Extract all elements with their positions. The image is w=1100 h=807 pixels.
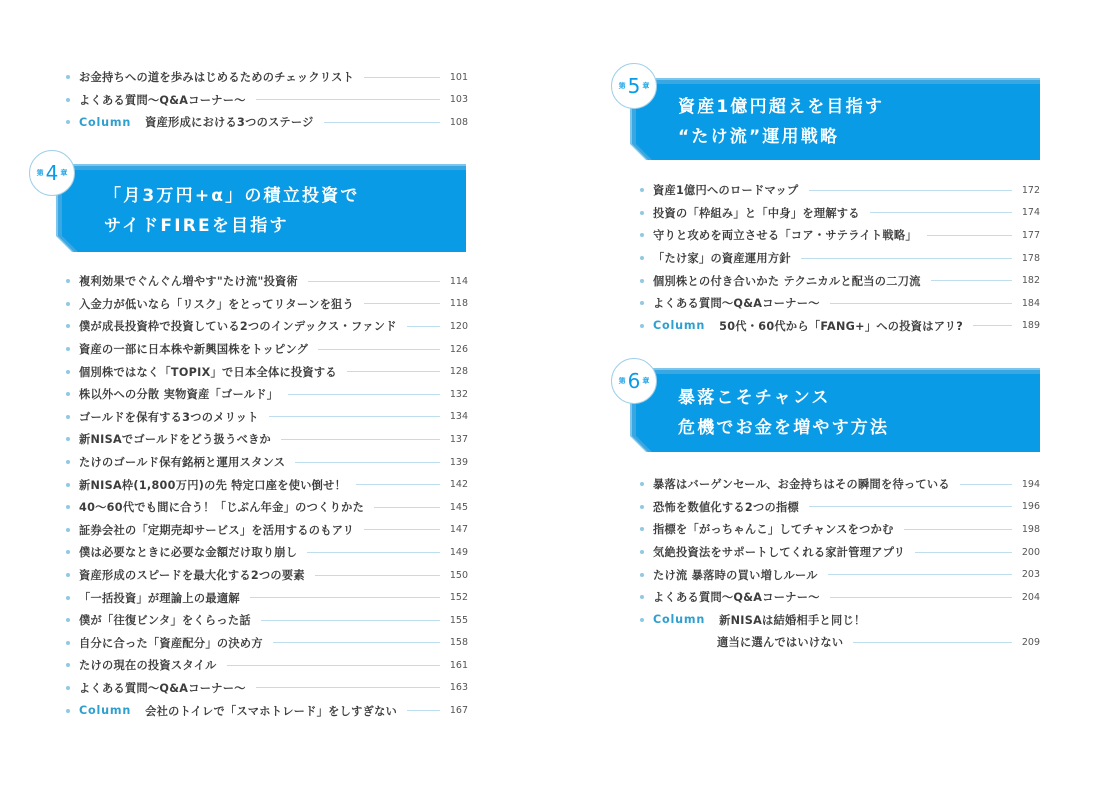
bullet-icon	[640, 188, 644, 192]
toc-entry[interactable]	[66, 383, 468, 406]
toc-entry[interactable]	[640, 202, 1040, 225]
toc-entry[interactable]	[66, 564, 468, 587]
toc-entry[interactable]	[640, 247, 1040, 270]
toc-entry-title: 投資の「枠組み」と「中身」を理解する	[653, 206, 860, 220]
toc-entry-page: 101	[449, 71, 468, 83]
leader-line	[288, 394, 440, 395]
chapter-prefix: 第	[36, 169, 44, 177]
toc-entry-page: 204	[1021, 591, 1040, 603]
chapter-title	[678, 383, 889, 443]
toc-entry-title: 40〜60代でも間に合う！「じぶん年金」のつくりかた	[79, 501, 365, 515]
bullet-icon	[66, 483, 70, 487]
toc-entry-page: 189	[1021, 320, 1040, 332]
toc-entry-page: 163	[449, 682, 468, 694]
bullet-icon	[640, 550, 644, 554]
chapter-title-line-2: サイドFIREを目指す	[104, 216, 289, 236]
toc-entry-page: 178	[1021, 252, 1040, 264]
toc-entry-page: 108	[449, 116, 468, 128]
toc-entry-page: 174	[1021, 207, 1040, 219]
leader-line	[308, 281, 440, 282]
toc-entry-title: たけ流 暴落時の買い増しルール	[653, 568, 818, 582]
toc-entry[interactable]	[66, 451, 468, 474]
leader-line	[364, 77, 440, 78]
bullet-icon	[640, 211, 644, 215]
leader-line	[227, 665, 440, 666]
bullet-icon	[640, 279, 644, 283]
toc-entry-page: 142	[449, 479, 468, 491]
toc-entry-page: 200	[1021, 546, 1040, 558]
leader-line	[364, 529, 440, 530]
toc-entry[interactable]	[66, 609, 468, 632]
toc-entry-page: 177	[1021, 229, 1040, 241]
leader-line	[927, 235, 1012, 236]
toc-entry[interactable]	[66, 293, 468, 316]
bullet-icon	[66, 279, 70, 283]
toc-entry-title: お金持ちへの道を歩みはじめるためのチェックリスト	[79, 71, 355, 85]
bullet-icon	[66, 709, 70, 713]
toc-entry-title: 資産1億円へのロードマップ	[653, 184, 799, 198]
bullet-icon	[640, 527, 644, 531]
toc-entry-page: 194	[1021, 478, 1040, 490]
toc-entry-page: 118	[449, 298, 468, 310]
leader-line	[364, 303, 440, 304]
toc-entry-page: 155	[449, 614, 468, 626]
toc-entry-page: 196	[1021, 501, 1040, 513]
toc-entry-title: 新NISAは結婚相手と同じ！	[719, 613, 866, 627]
right-page	[550, 0, 1100, 807]
toc-entry[interactable]	[640, 292, 1040, 315]
toc-entry[interactable]	[640, 269, 1040, 292]
toc-entry-title: 新NISAでゴールドをどう扱うべきか	[79, 433, 272, 447]
chapter-prefix: 第	[618, 377, 626, 385]
leader-line	[273, 642, 440, 643]
toc-entry[interactable]	[66, 519, 468, 542]
toc-entry-title: 証券会社の「定期売却サービス」を活用するのもアリ	[79, 523, 355, 537]
toc-entry[interactable]	[66, 677, 468, 700]
leader-line	[256, 687, 440, 688]
toc-entry-page: 172	[1021, 184, 1040, 196]
leader-line	[407, 710, 440, 711]
bullet-icon	[640, 505, 644, 509]
toc-entry[interactable]	[66, 406, 468, 429]
toc-entry[interactable]	[66, 270, 468, 293]
toc-entry-title: 株以外への分散 実物資産「ゴールド」	[79, 388, 279, 402]
bullet-icon	[640, 301, 644, 305]
toc-entry-title: 自分に合った「資産配分」の決め方	[79, 636, 263, 650]
toc-entry-page: 132	[449, 388, 468, 400]
bullet-icon	[640, 618, 644, 622]
toc-entry-page: 128	[449, 366, 468, 378]
toc-entry[interactable]	[66, 586, 468, 609]
toc-entry-title: よくある質問〜Q&Aコーナー〜	[653, 297, 820, 311]
toc-entry-title: 個別株ではなく「TOPIX」で日本全体に投資する	[79, 365, 337, 379]
toc-entry[interactable]	[66, 360, 468, 383]
leader-line	[315, 575, 440, 576]
toc-entry[interactable]	[66, 632, 468, 655]
bullet-icon	[66, 596, 70, 600]
toc-entry[interactable]	[66, 66, 468, 89]
toc-entry-title: よくある質問〜Q&Aコーナー〜	[653, 591, 820, 605]
chapter-number: 6	[627, 369, 641, 393]
toc-entry-title: 個別株との付き合いかた テクニカルと配当の二刀流	[653, 274, 921, 288]
toc-entry[interactable]	[640, 586, 1040, 609]
toc-entry-title: たけのゴールド保有銘柄と運用スタンス	[79, 456, 286, 470]
chapter-number: 4	[45, 161, 59, 185]
bullet-icon	[66, 75, 70, 79]
leader-line	[256, 99, 440, 100]
chapter-title-line-2: “たけ流”運用戦略	[678, 127, 840, 147]
toc-entry-title: 「一括投資」が理論上の最適解	[79, 591, 240, 605]
chapter-number-badge	[611, 358, 657, 404]
toc-entry-title: ゴールドを保有する3つのメリット	[79, 410, 259, 424]
toc-entry-page: 167	[449, 705, 468, 717]
bullet-icon	[640, 256, 644, 260]
chapter-title	[104, 181, 360, 241]
chapter-title	[678, 92, 884, 152]
bullet-icon	[66, 663, 70, 667]
toc-entry-page: 137	[449, 433, 468, 445]
toc-entry-page: 120	[449, 320, 468, 332]
bullet-icon	[66, 618, 70, 622]
toc-entry-page: 147	[449, 524, 468, 536]
column-label: Column	[79, 115, 132, 129]
leader-line	[295, 462, 440, 463]
toc-entry-page: 145	[449, 501, 468, 513]
toc-entry-page: 150	[449, 569, 468, 581]
chapter-number-badge	[29, 150, 75, 196]
toc-entry[interactable]	[66, 89, 468, 112]
bullet-icon	[66, 437, 70, 441]
toc-list-chapter-6	[640, 473, 1040, 654]
chapter-title-line-2: 危機でお金を増やす方法	[678, 418, 890, 438]
toc-entry-title: 50代・60代から「FANG+」への投資はアリ?	[719, 319, 964, 333]
leader-line	[250, 597, 440, 598]
toc-entry-title: 「たけ家」の資産運用方針	[653, 252, 791, 266]
toc-entry-title: 複利効果でぐんぐん増やす"たけ流"投資術	[79, 275, 299, 289]
bullet-icon	[640, 324, 644, 328]
toc-entry-title-line-2: 適当に選んではいけない	[717, 636, 844, 650]
leader-line	[973, 325, 1012, 326]
leader-line	[915, 552, 1012, 553]
toc-entry-page: 182	[1021, 275, 1040, 287]
chapter-suffix: 章	[60, 169, 68, 177]
toc-entry-title: 資産形成における3つのステージ	[145, 116, 314, 130]
toc-entry[interactable]	[640, 541, 1040, 564]
leader-line	[307, 552, 440, 553]
bullet-icon	[66, 573, 70, 577]
toc-list-prev-chapter	[66, 66, 468, 134]
toc-entry-page: 134	[449, 411, 468, 423]
leader-line	[324, 122, 440, 123]
toc-entry-page: 114	[449, 275, 468, 287]
toc-entry[interactable]	[640, 518, 1040, 541]
toc-entry-title: 暴落はバーゲンセール、お金持ちはその瞬間を待っている	[653, 478, 950, 492]
leader-line	[407, 326, 440, 327]
bullet-icon	[640, 482, 644, 486]
bullet-icon	[66, 324, 70, 328]
toc-entry-title: 恐怖を数値化する2つの指標	[653, 500, 799, 514]
leader-line	[261, 620, 440, 621]
bullet-icon	[66, 641, 70, 645]
bullet-icon	[66, 302, 70, 306]
toc-entry[interactable]	[66, 654, 468, 677]
leader-line	[830, 597, 1012, 598]
chapter-title-line-1: 資産1億円超えを目指す	[678, 97, 885, 117]
toc-entry-page: 209	[1021, 636, 1040, 648]
toc-entry[interactable]	[66, 315, 468, 338]
bullet-icon	[66, 505, 70, 509]
leader-line	[853, 642, 1012, 643]
leader-line	[809, 506, 1012, 507]
toc-entry-title: 資産の一部に日本株や新興国株をトッピング	[79, 343, 309, 357]
chapter-number: 5	[627, 74, 641, 98]
bullet-icon	[66, 550, 70, 554]
toc-entry[interactable]	[640, 224, 1040, 247]
leader-line	[870, 212, 1012, 213]
chapter-suffix: 章	[642, 377, 650, 385]
toc-entry-column[interactable]	[640, 609, 1040, 632]
toc-entry-page: 161	[449, 659, 468, 671]
bullet-icon	[66, 98, 70, 102]
bullet-icon	[66, 120, 70, 124]
bullet-icon	[66, 686, 70, 690]
toc-entry-title: 指標を「がっちゃんこ」してチャンスをつかむ	[653, 523, 894, 537]
bullet-icon	[640, 573, 644, 577]
leader-line	[904, 529, 1012, 530]
toc-entry-title: 会社のトイレで「スマホトレード」をしすぎない	[145, 704, 398, 718]
toc-entry[interactable]	[66, 338, 468, 361]
toc-entry-page: 139	[449, 456, 468, 468]
toc-entry-page: 149	[449, 546, 468, 558]
toc-entry-title: よくある質問〜Q&Aコーナー〜	[79, 93, 246, 107]
leader-line	[828, 574, 1012, 575]
bullet-icon	[66, 347, 70, 351]
chapter-title-line-1: 「月3万円+α」の積立投資で	[104, 186, 360, 206]
toc-entry-page: 184	[1021, 297, 1040, 309]
leader-line	[318, 349, 440, 350]
toc-entry[interactable]	[640, 179, 1040, 202]
toc-entry-title: よくある質問〜Q&Aコーナー〜	[79, 681, 246, 695]
leader-line	[356, 484, 440, 485]
toc-entry[interactable]	[640, 473, 1040, 496]
bullet-icon	[640, 595, 644, 599]
toc-entry-title: たけの現在の投資スタイル	[79, 659, 217, 673]
toc-entry-page: 126	[449, 343, 468, 355]
toc-entry-column[interactable]	[66, 699, 468, 722]
column-label: Column	[79, 704, 132, 718]
toc-entry-title: 僕が成長投資枠で投資している2つのインデックス・ファンド	[79, 320, 397, 334]
leader-line	[281, 439, 440, 440]
chapter-number-badge	[611, 63, 657, 109]
leader-line	[801, 258, 1012, 259]
toc-entry-title: 入金力が低いなら「リスク」をとってリターンを狙う	[79, 297, 355, 311]
toc-entry-title: 資産形成のスピードを最大化する2つの要素	[79, 569, 305, 583]
chapter-prefix: 第	[618, 82, 626, 90]
toc-list-chapter-4	[66, 270, 468, 722]
toc-entry[interactable]	[66, 428, 468, 451]
toc-entry-page: 158	[449, 637, 468, 649]
column-label: Column	[653, 613, 706, 627]
toc-entry-column[interactable]	[640, 315, 1040, 338]
toc-entry-page: 103	[449, 94, 468, 106]
bullet-icon	[66, 528, 70, 532]
column-label: Column	[653, 319, 706, 333]
toc-entry-title: 僕が「往復ビンタ」をくらった話	[79, 614, 251, 628]
leader-line	[347, 371, 440, 372]
toc-entry-title: 僕は必要なときに必要な金額だけ取り崩し	[79, 546, 298, 560]
toc-entry-column[interactable]	[66, 111, 468, 134]
bullet-icon	[66, 460, 70, 464]
bullet-icon	[66, 392, 70, 396]
leader-line	[809, 190, 1013, 191]
toc-entry[interactable]	[640, 563, 1040, 586]
leader-line	[830, 303, 1012, 304]
leader-line	[931, 280, 1012, 281]
bullet-icon	[66, 415, 70, 419]
toc-entry[interactable]	[66, 473, 468, 496]
leader-line	[269, 416, 440, 417]
leader-line	[960, 484, 1012, 485]
toc-entry[interactable]	[640, 496, 1040, 519]
toc-entry-page: 203	[1021, 569, 1040, 581]
toc-list-chapter-5	[640, 179, 1040, 337]
toc-entry[interactable]	[66, 496, 468, 519]
toc-entry-page: 152	[449, 592, 468, 604]
bullet-icon	[66, 370, 70, 374]
toc-entry-title: 守りと攻めを両立させる「コア・サテライト戦略」	[653, 229, 917, 243]
leader-line	[374, 507, 440, 508]
toc-entry-continuation[interactable]	[640, 631, 1040, 654]
toc-entry-title: 新NISA枠(1,800万円)の先 特定口座を使い倒せ！	[79, 478, 347, 492]
toc-entry-page: 198	[1021, 523, 1040, 535]
toc-entry-title: 気絶投資法をサポートしてくれる家計管理アプリ	[653, 546, 906, 560]
bullet-icon	[640, 233, 644, 237]
toc-entry[interactable]	[66, 541, 468, 564]
chapter-title-line-1: 暴落こそチャンス	[678, 388, 831, 408]
chapter-suffix: 章	[642, 82, 650, 90]
